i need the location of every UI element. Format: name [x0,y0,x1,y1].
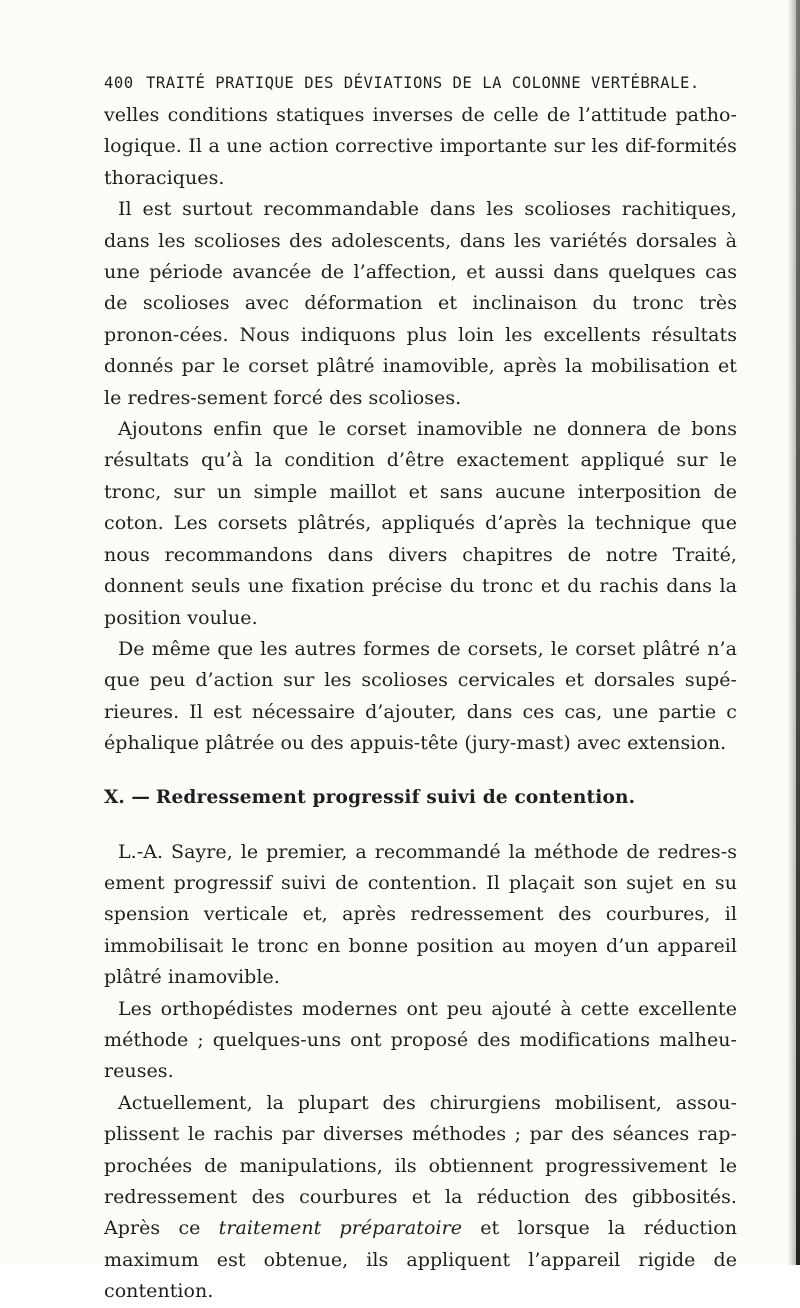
page-edge-line [796,0,800,1265]
main-text [104,100,737,1308]
paragraph: De même que les autres formes de corsets, le corset plâtré n’a que peu d’action sur les scolioses cervicales et dorsales supé-rieures. Il est nécessaire d’ajouter, dans ces cas, une partie c éphalique plâtrée ou des appuis-tête (jury-mast) avec extension. [104,637,737,755]
running-header [104,74,724,92]
paragraph: Ajoutons enfin que le corset inamovible ne donnera de bons résultats qu’à la condition d’être exactement appliqué sur le tronc, sur un simple maillot et sans aucune interposition de coton. Les corsets plâtrés, appliqués d’après la technique que nous recommandons dans divers chapitres de notre Traité, donnent seuls une fixation précise du tronc et du rachis dans la position voulue. [104,418,737,629]
paragraph-text: et lorsque la réduction maximum est obtenue, ils appliquent l’appareil rigide de contention. [104,1217,737,1303]
paragraph: velles conditions statiques inverses de celle de l’attitude patho-logique. Il a une action corrective importante sur les dif-formités thoraciques. [104,104,737,189]
italic-phrase: traitement préparatoire [218,1217,463,1240]
paragraph: Les orthopédistes modernes ont peu ajouté à cette excellente méthode ; quelques-uns ont proposé des modifications malheu-reuses. [104,997,737,1083]
page-number: 400 [104,74,134,92]
running-title: TRAITÉ PRATIQUE DES DÉVIATIONS DE LA COLONNE VERTÉBRALE. [146,74,700,92]
section-heading [104,760,737,837]
paragraph [104,1088,737,1308]
paragraph-text: Actuellement, la plupart des chirurgiens mobilisent, assou-plissent le rachis par diverses méthodes ; par des séances rap-prochées de manipulations, ils obtiennent progressivement le redressement des courbures et la réduction des gibbosités. Après ce [104,1091,737,1240]
section-number: X. — [104,786,150,808]
paragraph: L.-A. Sayre, le premier, a recommandé la méthode de redres-s ement progressif suivi de contention. Il plaçait son sujet en su spension verticale et, après redressement des courbures, il immobilisait le tronc en bonne position au moyen d’un appareil plâtré inamovible. [104,840,737,989]
section-title: Redressement progressif suivi de contention. [155,786,636,808]
paragraph: Il est surtout recommandable dans les scolioses rachitiques, dans les scolioses des adolescents, dans les variétés dorsales à une période avancée de l’affection, et aussi dans quelques cas de scolioses avec déformation et inclinaison du tronc très pronon-cées. Nous indiquons plus loin les excellents résultats donnés par le corset plâtré inamovible, après la mobilisation et le redres-sement forcé des scolioses. [104,198,737,409]
